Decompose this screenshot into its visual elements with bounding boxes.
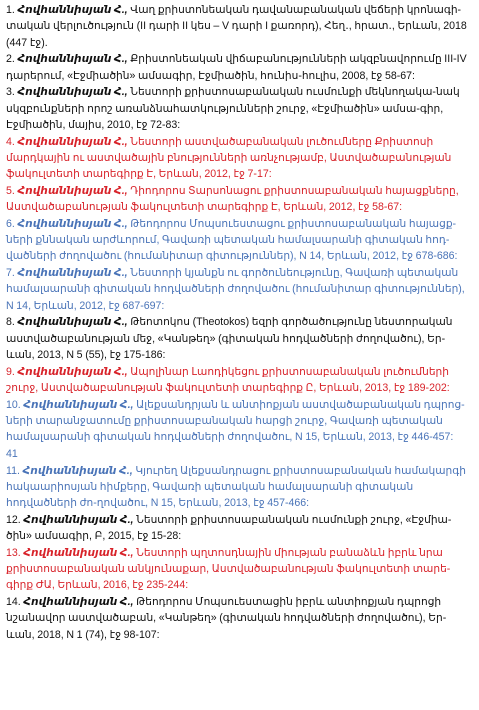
publication-entry (6, 364, 471, 397)
entry-details: Նեստորի պղտոսդնային միության բանաձևն իբրև նրա քրիստոսաբանական անկյունաքար, Աստվածաբանության ֆակուլտետի տարե-գիրք ԺԱ, Երևան, 2016, էջ 235-244: (6, 546, 451, 592)
entry-author: Հովհաննիսյան Հ., (17, 86, 128, 99)
entry-details: Կյուրեղ Ալեքսանդրացու քրիստոսաբանական համակարգի հակաարիոսյան հիմքերը, Գավառի պետական համալսարանի գիտական հոդվածների ժո-ղովածու, N 15, Երևան, 2013, էջ 457-466: (6, 464, 466, 510)
publication-entry (6, 545, 471, 594)
publication-entry (6, 265, 471, 314)
entry-number: 13. (6, 546, 21, 559)
entry-details: Նեստորի քրիստոսաբանական ուսմունքի շուրջ, «Էջմիա-ծին» ամսագիր, Բ, 2015, էջ 15-28: (6, 513, 452, 543)
publication-entry (6, 512, 471, 545)
entry-number: 4. (6, 135, 15, 148)
entry-details: Նեստորի աստվածաբանական լուծումները Քրիստոսի մարդկային ու աստվածային բնությունների առնչությամբ, Աստվածաբանության ֆակուլտետի տարեգիրք Է, Երևան, 2012, էջ 7-17: (6, 135, 452, 181)
publication-entry (6, 134, 471, 183)
entry-number: 1. (6, 4, 15, 16)
publication-entry (6, 463, 471, 512)
entry-author: Հովհաննիսյան Հ., (23, 398, 134, 411)
entry-author: Հովհաննիսյան Հ., (22, 464, 133, 477)
publication-entry (6, 2, 471, 51)
entry-details: Թեոդորոս Մոպսուեստացու քրիստոսաբանական հայացք-ների քննական արժևորում, Գավառի պետական համալսարանի գիտական հոդ-վածների ժողովածու (հումանիտար գիտություններ), N 14, Երևան, 2012, էջ 678-686: (6, 217, 458, 263)
entry-author: Հովհաննիսյան Հ., (23, 546, 134, 559)
publication-entry (6, 397, 471, 446)
entry-details: Թեոտոկոս (Theotokos) եզրի գործածությունը նեստորական աստվածաբանության մեջ, «Կանթեղ» (գիտական հոդվածների ժողովածու), Եր-ևան, 2013, N 5 (55), էջ 175-186: (6, 316, 453, 361)
publication-entry (6, 216, 471, 265)
publication-entry (6, 51, 471, 84)
publication-entry (6, 84, 471, 133)
entry-author: Հովհաննիսյան Հ., (17, 267, 128, 280)
entry-details: Ապոլինար Լաոդիկեցու քրիստոսաբանական լուծումների շուրջ, Աստվածաբանության ֆակուլտետի տարեգիրք Ը, Երևան, 2013, էջ 189-202: (6, 365, 450, 394)
entry-details: Վաղ քրիստոնեական դավանաբանական վեճերի կրոնագի-տական վերլուծություն (II դարի II կես – V դարի I քառորդ), Հեղ․, հրատ․, Երևան, 2018 (447 էջ). (6, 4, 467, 49)
entry-author: Հովհաննիսյան Հ., (23, 596, 134, 609)
entry-number: 7. (6, 267, 15, 280)
entry-number: 2. (6, 53, 15, 66)
entry-details: Թեոդորոս Մոպսուեստացին իբրև անտիոքյան դպրոցի նշանավոր աստվածաբան, «Կանթեղ» (գիտական հոդվածների ժողովածու), Եր-ևան, 2018, N 1 (74), էջ 98-107: (6, 596, 447, 641)
entry-details: Դիոդորոս Տարսոնացու քրիստոսաբանական հայացքները, Աստվածաբանության ֆակուլտետի տարեգիրք Է, Երևան, 2012, էջ 58-67: (6, 184, 459, 214)
entry-author: Հովհաննիսյան Հ., (17, 53, 128, 66)
entry-number: 10. (6, 398, 21, 411)
entry-author: Հովհաննիսյան Հ., (17, 184, 128, 197)
entry-details: Քրիստոնեական վիճաբանությունների ակզբնավորումը III-IV դարերում, «Էջմիածին» ամսագիր, Էջմիածին, հունիս-հուլիս, 2008, էջ 58-67: (6, 53, 467, 82)
entry-details: Նեստորի քրիստոսաբանական ուսմունքի մեկնողակա-նակ սկզբունքների որոշ առանձնահատկությունների շուրջ, «Էջմիածին» ամսա-գիր, Էջմիածին, մայիս, 2010, էջ 72-83: (6, 86, 460, 131)
entry-number: 9. (6, 365, 15, 378)
publication-entry (6, 314, 471, 363)
entry-number: 6. (6, 217, 15, 230)
publication-entry (6, 446, 471, 462)
entry-author: Հովհաննիսյան Հ., (23, 513, 134, 526)
entry-author: Հովհաննիսյան Հ., (17, 217, 128, 230)
entry-author: Հովհաննիսյան Հ., (17, 4, 128, 16)
entry-number: 3. (6, 86, 15, 99)
entry-author: Հովհաննիսյան Հ., (17, 365, 128, 378)
entry-number: 41 (6, 447, 18, 460)
publication-entry (6, 594, 471, 643)
entry-author: Հովհաննիսյան Հ., (17, 316, 128, 329)
entry-author: Հովհաննիսյան Հ., (17, 135, 128, 148)
entry-number: 14. (6, 596, 21, 609)
entry-number: 8. (6, 316, 15, 329)
entry-number: 11. (6, 464, 20, 477)
entry-details: Նեստորի կյանքն ու գործունեությունը, Գավառի պետական համալսարանի գիտական հոդվածների ժողովածու (հումանիտար գիտություններ), N 14, Երևան, 2012, էջ 687-697: (6, 267, 465, 312)
entry-number: 12. (6, 513, 21, 526)
entry-details: Ալեքսանդրյան և անտիոքյան աստվածաբանական դպրոց-ների տարանջատումը քրիստոսաբանական հարցի շուրջ, Գավառի պետական համալսարանի գիտական հոդվածների ժողովածու, N 15, Երևան, 2013, էջ 446-457: (6, 398, 465, 444)
entry-number: 5. (6, 184, 15, 197)
publication-entry (6, 183, 471, 216)
